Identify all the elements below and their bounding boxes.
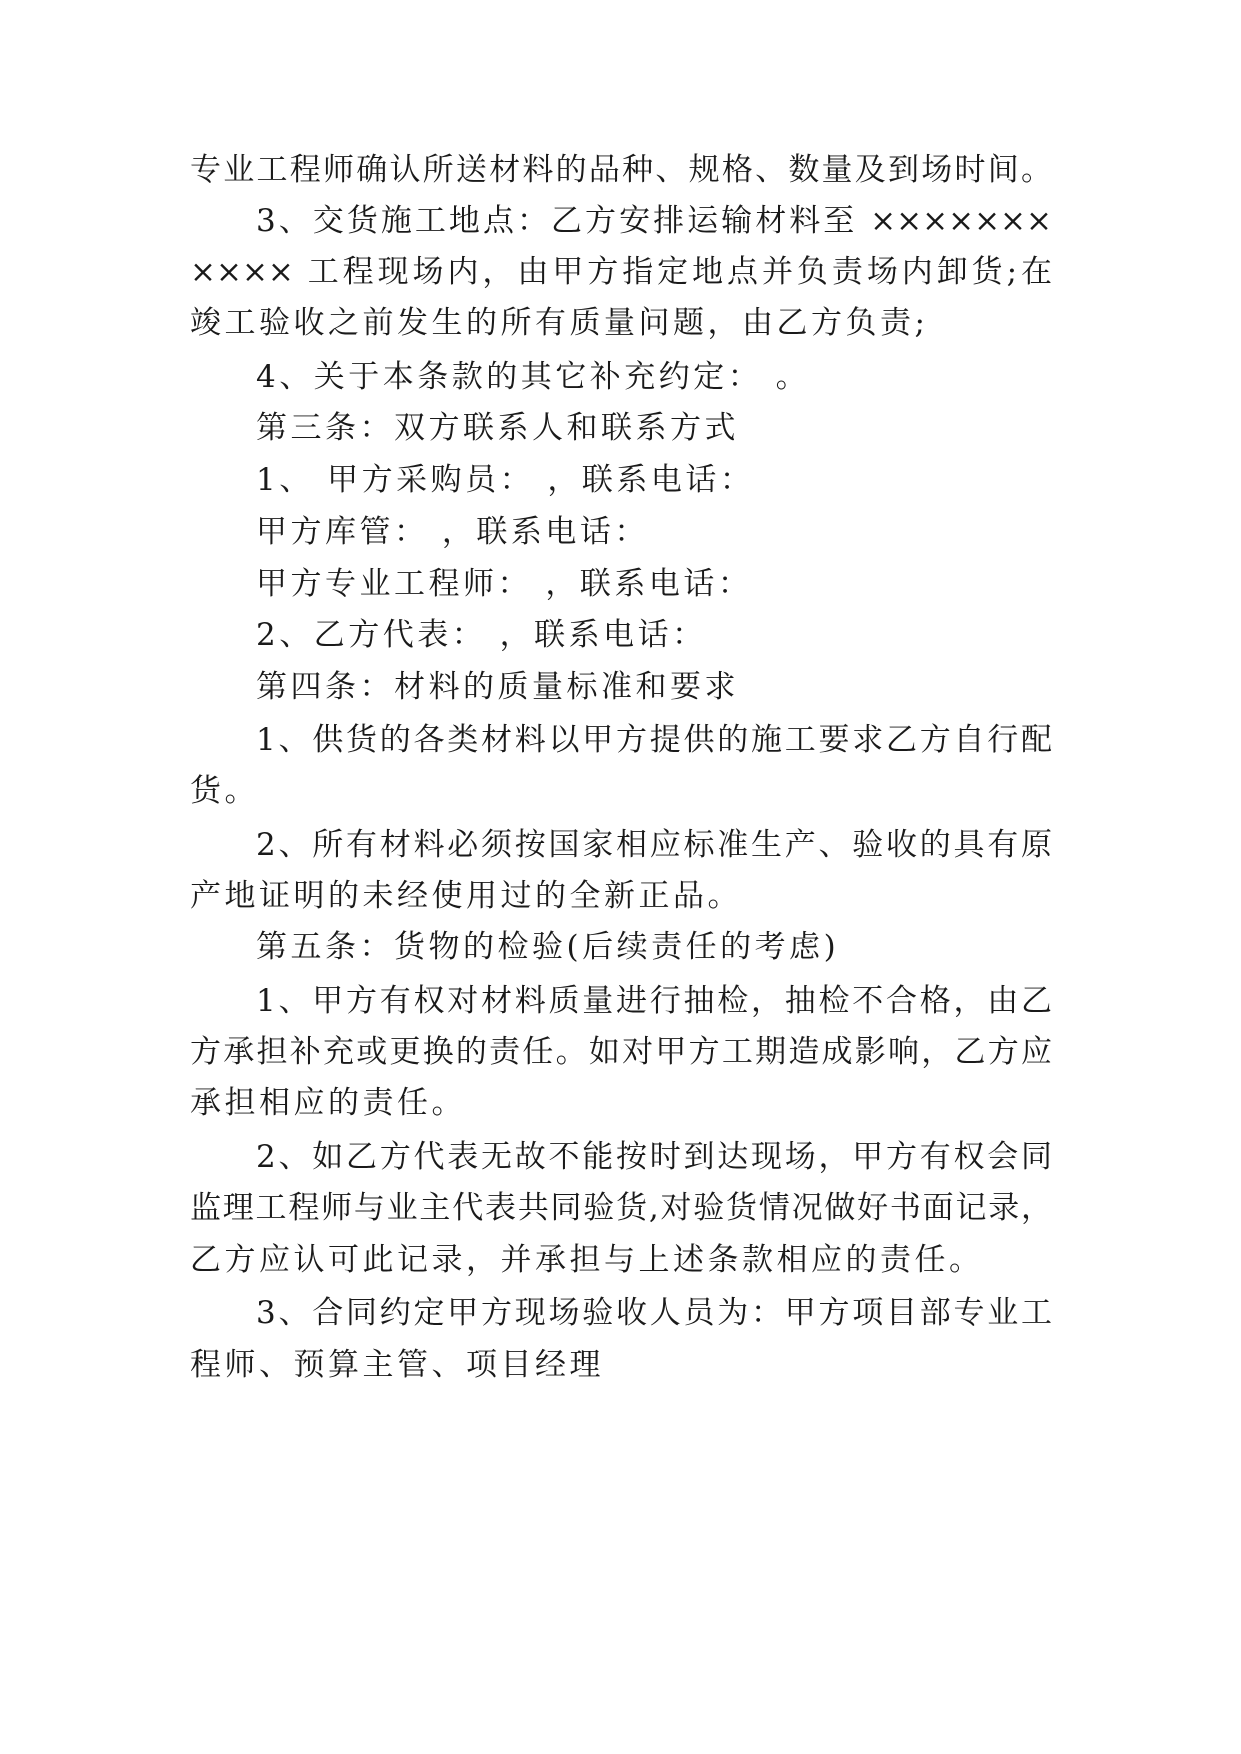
section-heading: 第五条：货物的检验(后续责任的考虑) [256,929,840,965]
text-line: 方承担补充或更换的责任。如对甲方工期造成影响，乙方应 [190,1034,1052,1070]
text-line: 甲方库管： ，联系电话： [256,514,649,550]
text-line: 3、合同约定甲方现场验收人员为：甲方项目部专业工 [256,1295,1052,1331]
text-line: 货。 [190,773,259,809]
text-line: ×××× 工程现场内，由甲方指定地点并负责场内卸货;在 [190,254,1052,290]
text-line: 3、交货施工地点：乙方安排运输材料至 ××××××× [256,203,1052,239]
text-line: 乙方应认可此记录，并承担与上述条款相应的责任。 [190,1242,984,1278]
text-line: 2、乙方代表： ，联系电话： [256,617,707,653]
section-heading: 第三条：双方联系人和联系方式 [256,410,739,446]
text-line: 专业工程师确认所送材料的品种、规格、数量及到场时间。 [190,152,1052,188]
text-line: 产地证明的未经使用过的全新正品。 [190,878,742,914]
section-heading: 第四条：材料的质量标准和要求 [256,669,739,705]
text-line: 监理工程师与业主代表共同验货,对验货情况做好书面记录， [190,1190,1052,1226]
text-line: 4、关于本条款的其它补充约定： 。 [256,359,811,395]
text-line: 承担相应的责任。 [190,1085,466,1121]
text-line: 2、所有材料必须按国家相应标准生产、验收的具有原 [256,827,1052,863]
text-line: 1、甲方有权对材料质量进行抽检，抽检不合格，由乙 [256,983,1052,1019]
text-line: 程师、预算主管、项目经理 [190,1347,604,1383]
text-line: 1、供货的各类材料以甲方提供的施工要求乙方自行配 [256,722,1052,758]
text-line: 2、如乙方代表无故不能按时到达现场，甲方有权会同 [256,1139,1052,1175]
text-line: 竣工验收之前发生的所有质量问题，由乙方负责; [190,305,929,341]
text-line: 1、 甲方采购员： ，联系电话： [256,462,755,498]
text-line: 甲方专业工程师： ，联系电话： [256,566,753,602]
